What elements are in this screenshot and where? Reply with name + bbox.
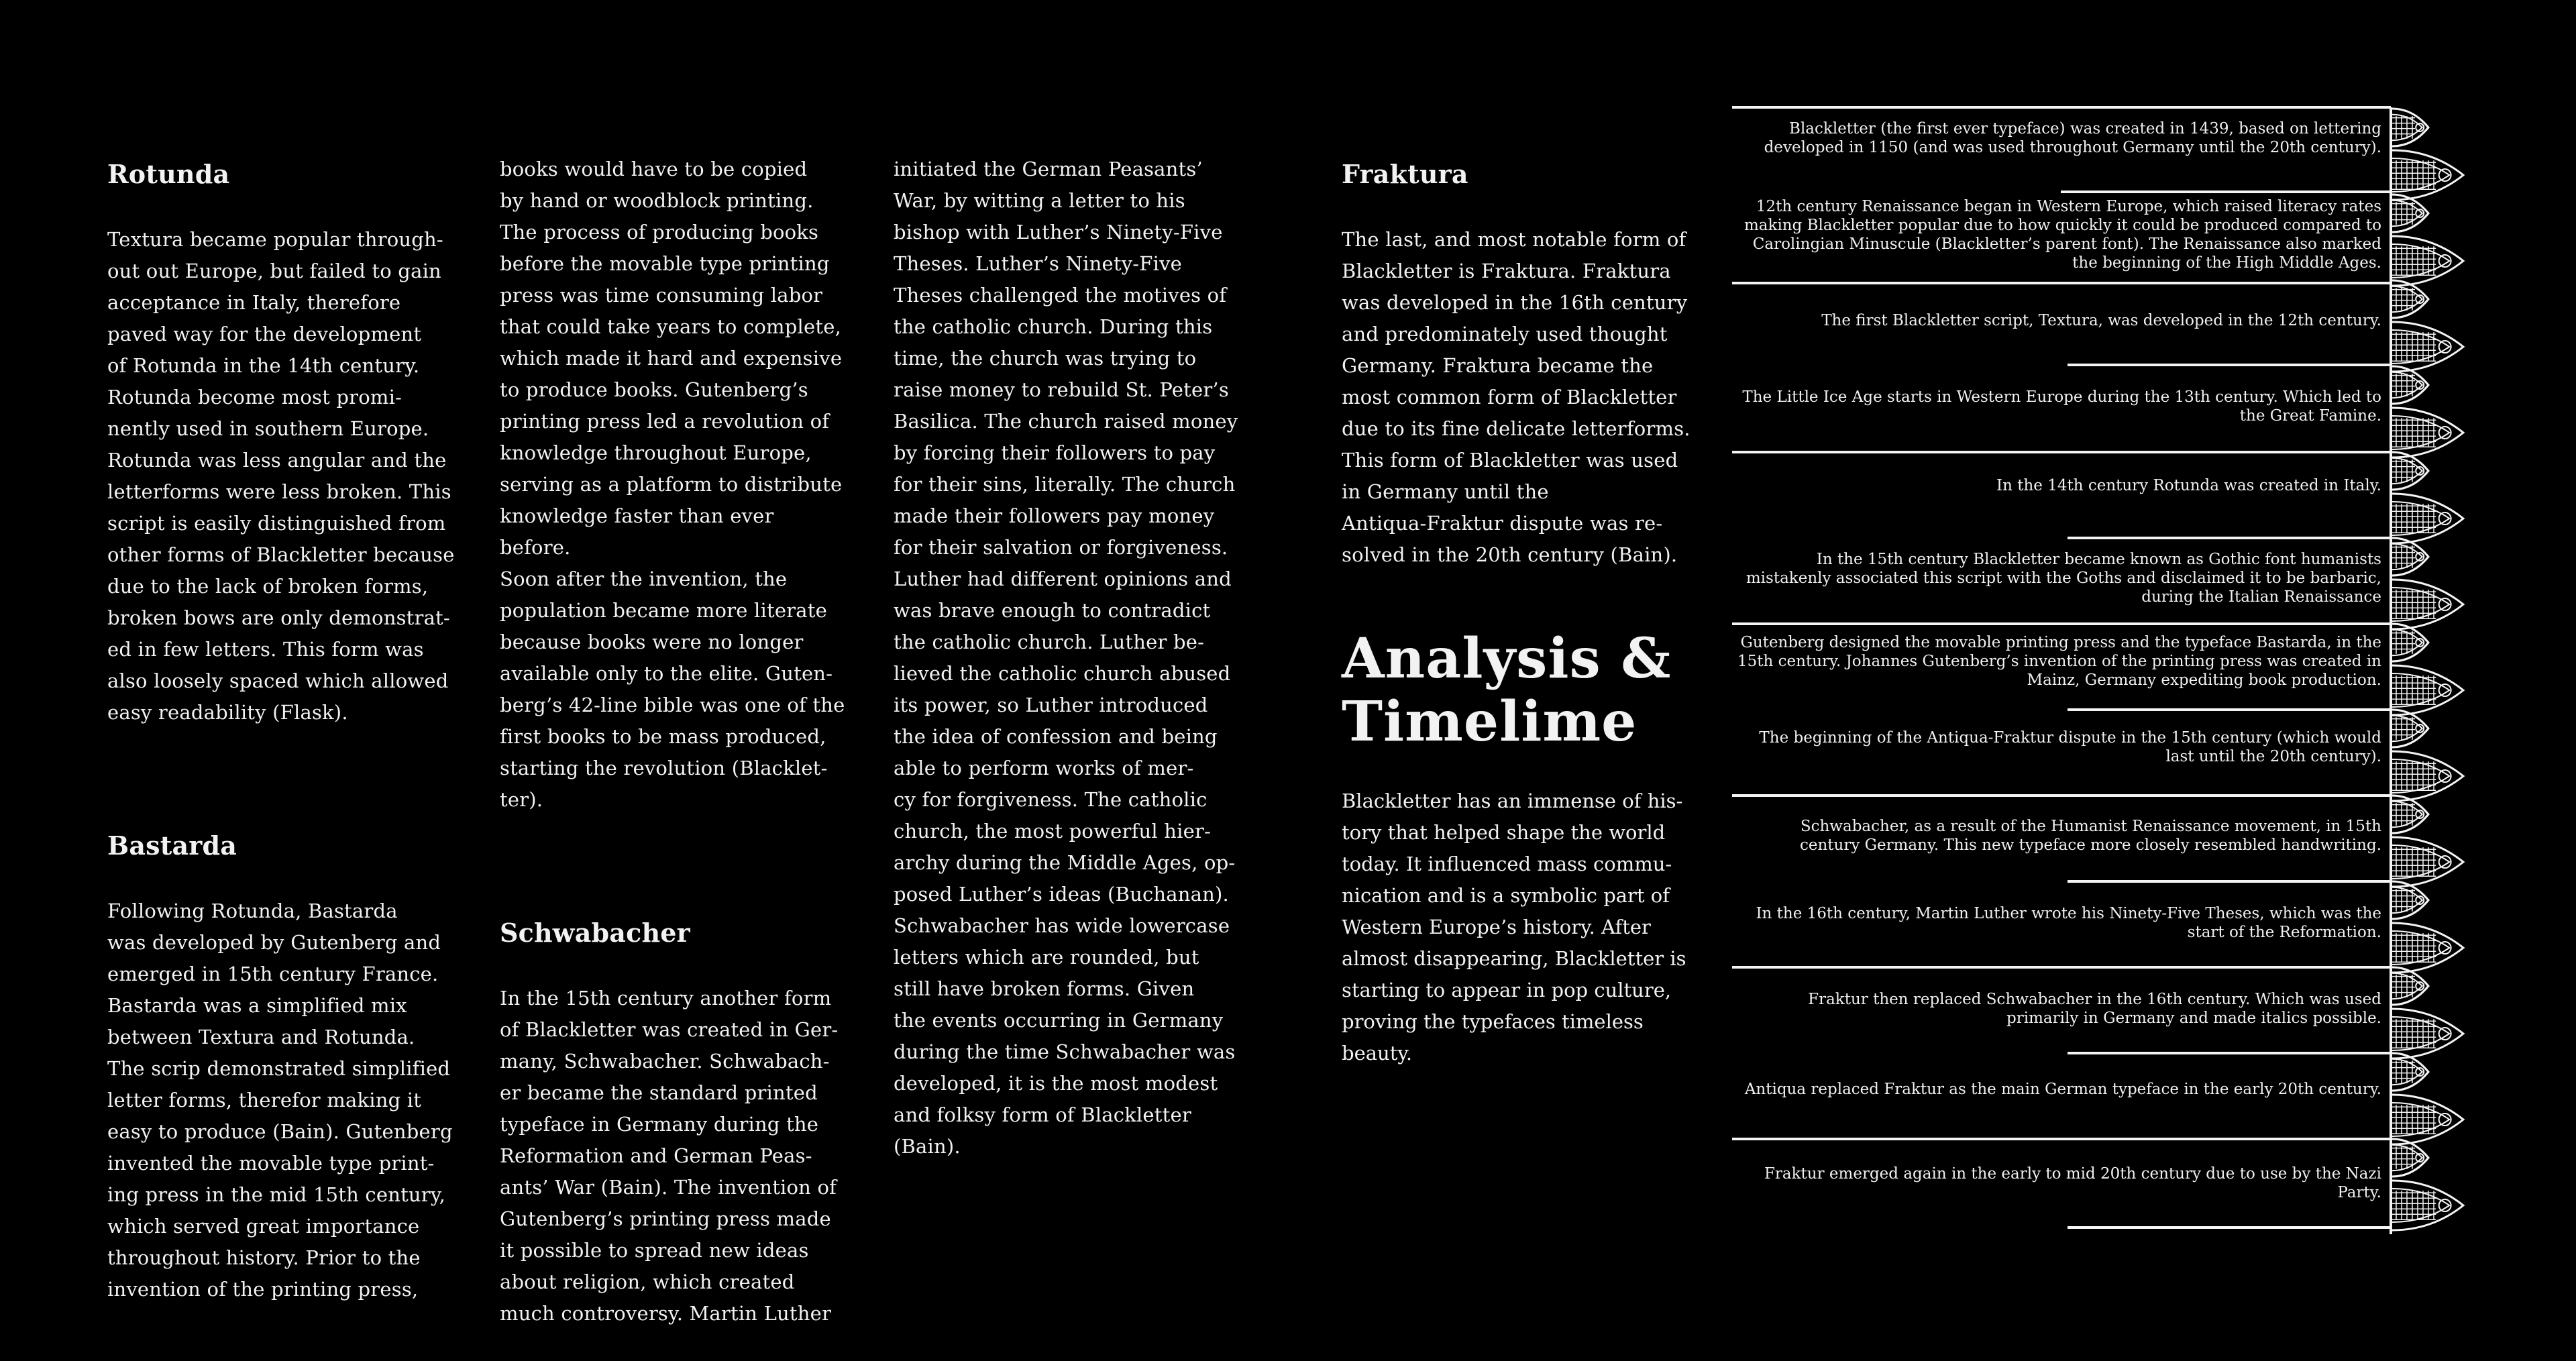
timeline-divider bbox=[2068, 1052, 2391, 1054]
timeline-entry: Blackletter (the first ever typeface) was created in 1439, based on lettering developed in 1150 (and was used throughout Germany until the 20th century). bbox=[1764, 120, 2381, 156]
gothic-window-icon bbox=[2391, 235, 2466, 287]
gothic-window-icon bbox=[2391, 107, 2431, 148]
timeline-entry: Fraktur then replaced Schwabacher in the 16th century. Which was used primarily in Germany and made italics possible. bbox=[1808, 991, 2381, 1027]
rotunda-paragraph: Textura became popular through- out out Europe, but failed to gain acceptance in Italy, therefore paved way for the development of Rotunda in the 14th century. Rotunda become most promi- nently used in southern Europe. Rotunda was less angular and the letterforms were less broken. This script is easily distinguished from other forms of Blackletter because due to the lack of broken forms, broken bows are only demonstrat- ed in few letters. This form was also loosely spaced which allowed easy readability (Flask). bbox=[107, 228, 455, 724]
timeline-divider bbox=[2068, 708, 2391, 711]
column-1 bbox=[107, 125, 456, 1337]
gothic-window-icon bbox=[2391, 750, 2466, 802]
timeline-divider bbox=[1732, 282, 2391, 284]
schwabacher-paragraph: In the 15th century another form of Blackletter was created in Ger- many, Schwabacher. Schwabach- er became the standard printed typeface in Germany during the Reformation and German Peas- ants’ War (Bain). The invention of Gutenberg’s printing press made it possible to spread new ideas about religion, which created much controversy. Martin Luther bbox=[500, 987, 839, 1325]
timeline-divider bbox=[2068, 1226, 2391, 1229]
timeline-divider bbox=[2061, 190, 2391, 193]
gothic-window-icon bbox=[2391, 492, 2466, 545]
timeline-divider bbox=[1732, 1138, 2391, 1140]
timeline-entry: Schwabacher, as a result of the Humanist Renaissance movement, in 15th century Germany. This new typeface more closely resembled handwriting. bbox=[1799, 818, 2381, 854]
timeline-divider bbox=[1732, 966, 2391, 969]
timeline-divider bbox=[2068, 537, 2391, 539]
timeline-divider bbox=[1732, 622, 2391, 625]
column-3 bbox=[894, 122, 1242, 1194]
column-4 bbox=[1342, 125, 1690, 602]
gothic-window-icon bbox=[2391, 149, 2466, 201]
timeline-entry: The Little Ice Age starts in Western Europe during the 13th century. Which led to the Great Famine. bbox=[1742, 388, 2381, 425]
fraktura-heading: Fraktura bbox=[1342, 159, 1468, 189]
timeline-divider bbox=[1732, 106, 2391, 109]
rotunda-heading: Rotunda bbox=[107, 159, 230, 189]
printing-press-paragraph: books would have to be copied by hand or woodblock printing. The process of producing books before the movable type printing press was time consuming labor that could take years to complete, which made it hard and expensive to produce books. Gutenberg’s printing press led a revolution of knowledge throughout Europe, serving as a platform to distribute knowledge faster than ever before. Soon after the invention, the population became more literate because books were no longer available only to the elite. Guten- berg’s 42-line bible was one of the first books to be mass produced, starting the revolution (Blacklet- ter). bbox=[500, 158, 845, 811]
analysis-paragraph: Blackletter has an immense of his- tory that helped shape the world today. It influenced mass commu- nication and is a symbolic part of Western Europe’s history. After almost disappearing, Blackletter is starting to appear in pop culture, proving the typefaces timeless beauty. bbox=[1342, 790, 1686, 1065]
gothic-window-icon bbox=[2391, 578, 2466, 631]
gothic-window-icon bbox=[2391, 1093, 2466, 1146]
timeline bbox=[1731, 101, 2475, 1241]
fraktura-paragraph: The last, and most notable form of Blackletter is Fraktura. Fraktura was developed in the 16th century and predominately used thought Germany. Fraktura became the most common form of Blackletter due to its fine delicate letterforms. This form of Blackletter was used in Germany until the Antiqua-Fraktur dispute was re- solved in the 20th century (Bain). bbox=[1342, 228, 1690, 566]
timeline-divider bbox=[2068, 880, 2391, 883]
timeline-entry: In the 15th century Blackletter became known as Gothic font humanists mistakenly associated this script with the Goths and disclaimed it to be barbaric, during the Italian Renaissance bbox=[1746, 551, 2381, 606]
gothic-window-icon bbox=[2391, 1179, 2466, 1232]
column-2 bbox=[500, 122, 849, 1361]
gothic-window-icon bbox=[2391, 1008, 2466, 1060]
timeline-entry: 12th century Renaissance began in Western Europe, which raised literacy rates making Blackletter popular due to how quickly it could be produced compared to Carolingian Minuscule (Blackletter’s parent font). The Renaissance also marked the beginning of the High Middle Ages. bbox=[1743, 198, 2381, 272]
timeline-divider bbox=[2068, 364, 2391, 366]
timeline-entry: In the 14th century Rotunda was created in Italy. bbox=[1996, 477, 2381, 494]
gothic-window-icon bbox=[2391, 836, 2466, 888]
timeline-entry: Fraktur emerged again in the early to mid 20th century due to use by the Nazi Party. bbox=[1764, 1165, 2381, 1201]
bastarda-heading: Bastarda bbox=[107, 830, 237, 861]
timeline-entry: The first Blackletter script, Textura, was developed in the 12th century. bbox=[1821, 312, 2381, 329]
analysis-timeline-heading: Analysis & Timelime bbox=[1342, 627, 1672, 754]
schwabacher-heading: Schwabacher bbox=[500, 918, 690, 948]
gothic-window-icon bbox=[2391, 406, 2466, 459]
timeline-entry: Antiqua replaced Fraktur as the main German typeface in the early 20th century. bbox=[1744, 1081, 2381, 1098]
timeline-entry: The beginning of the Antiqua-Fraktur dispute in the 15th century (which would last until the 20th century). bbox=[1759, 729, 2381, 765]
timeline-entry: Gutenberg designed the movable printing press and the typeface Bastarda, in the 15th century. Johannes Gutenberg’s invention of the printing press was created in Mainz, Germany expediting book production. bbox=[1737, 634, 2381, 689]
gothic-window-icon bbox=[2391, 922, 2466, 974]
timeline-divider bbox=[1732, 794, 2391, 797]
timeline-entry: In the 16th century, Martin Luther wrote his Ninety-Five Theses, which was the start of the Reformation. bbox=[1756, 905, 2381, 941]
gothic-window-icon bbox=[2391, 321, 2466, 373]
luther-paragraph: initiated the German Peasants’ War, by witting a letter to his bishop with Luther’s Ninety-Five Theses. Luther’s Ninety-Five Theses challenged the motives of the catholic church. During this time, the church was trying to raise money to rebuild St. Peter’s Basilica. The church raised money by forcing their followers to pay for their sins, literally. The church made their followers pay money for their salvation or forgiveness. Luther had different opinions and was brave enough to contradict the catholic church. Luther be- lieved the catholic church abused its power, so Luther introduced the idea of confession and being able to perform works of mer- cy for forgiveness. The catholic church, the most powerful hier- archy during the Middle Ages, op- posed Luther’s ideas (Buchanan). Schwabacher has wide lowercase letters which are rounded, but still have broken forms. Given the events occurring in Germany during the time Schwabacher was developed, it is the most modest and folksy form of Blackletter (Bain). bbox=[894, 158, 1238, 1158]
gothic-window-icon bbox=[2391, 664, 2466, 716]
timeline-divider bbox=[1732, 451, 2391, 453]
bastarda-paragraph: Following Rotunda, Bastarda was developed by Gutenberg and emerged in 15th century France. Bastarda was a simplified mix between Textura and Rotunda. The scrip demonstrated simplified letter forms, therefor making it easy to produce (Bain). Gutenberg invented the movable type print- ing press in the mid 15th century, which served great importance throughout history. Prior to the invention of the printing press, bbox=[107, 900, 453, 1301]
